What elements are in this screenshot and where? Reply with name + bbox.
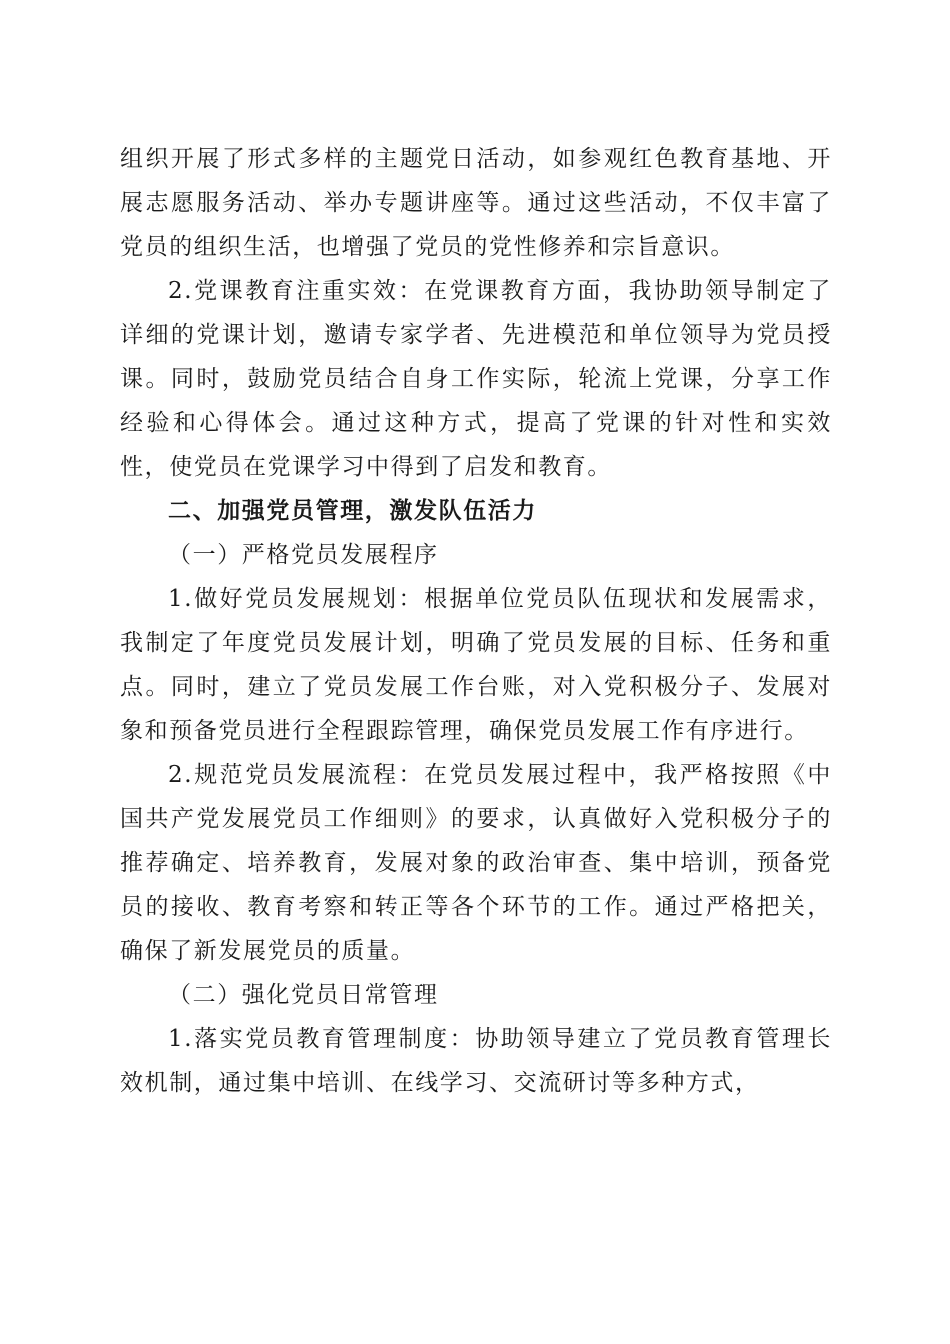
paragraph-party-lecture: 2.党课教育注重实效：在党课教育方面，我协助领导制定了详细的党课计划，邀请专家学者、先进模范和单位领导为党员授课。同时，鼓励党员结合自身工作实际，轮流上党课，分享工作经验和心得体会。通过这种方式，提高了党课的针对性和实效性，使党员在党课学习中得到了启发和教育。	[120, 278, 832, 480]
section-heading-member-management: 二、加强党员管理，激发队伍活力	[168, 498, 537, 524]
paragraph-development-process: 2.规范党员发展流程：在党员发展过程中，我严格按照《中国共产党发展党员工作细则》的要求，认真做好入党积极分子的推荐确定、培养教育，发展对象的政治审查、集中培训，预备党员的接收、教育考察和转正等各个环节的工作。通过严格把关，确保了新发展党员的质量。	[120, 762, 832, 964]
document-body	[120, 137, 832, 1105]
paragraph-continued: 组织开展了形式多样的主题党日活动，如参观红色教育基地、开展志愿服务活动、举办专题讲座等。通过这些活动，不仅丰富了党员的组织生活，也增强了党员的党性修养和宗旨意识。	[120, 146, 832, 260]
subsection-heading-development-procedure: （一）严格党员发展程序	[168, 542, 439, 568]
paragraph-education-system: 1.落实党员教育管理制度：协助领导建立了党员教育管理长效机制，通过集中培训、在线学习、交流研讨等多种方式，	[120, 1026, 832, 1096]
subsection-heading-daily-management: （二）强化党员日常管理	[168, 982, 439, 1008]
paragraph-development-plan: 1.做好党员发展规划：根据单位党员队伍现状和发展需求，我制定了年度党员发展计划，明确了党员发展的目标、任务和重点。同时，建立了党员发展工作台账，对入党积极分子、发展对象和预备党员进行全程跟踪管理，确保党员发展工作有序进行。	[120, 586, 832, 744]
